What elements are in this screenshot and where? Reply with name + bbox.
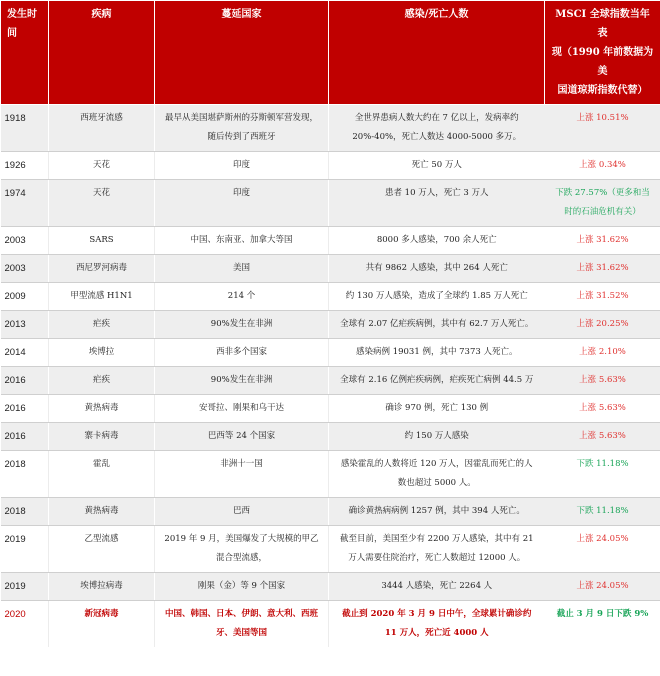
cell-disease: 新冠病毒 [49,601,155,648]
table-row [1,395,660,423]
cell-year: 2019 [1,526,49,573]
cell-disease: 埃博拉 [49,339,155,367]
header-msci-line2: 现（1990 年前数据为美 [551,47,654,77]
table-row [1,255,660,283]
table-row-highlight [1,601,660,648]
cell-cases: 3444 人感染，死亡 2264 人 [329,573,545,601]
table-row [1,423,660,451]
cell-cases: 全球有 2.16 亿例疟疾病例，疟疾死亡病例 44.5 万 [329,367,545,395]
table-body [1,105,660,648]
cell-disease: 寨卡病毒 [49,423,155,451]
cell-spread: 巴西 [155,498,329,526]
cell-cases: 8000 多人感染，700 余人死亡 [329,227,545,255]
cell-cases: 约 130 万人感染，造成了全球约 1.85 万人死亡 [329,283,545,311]
cell-cases: 截至目前，美国至少有 2200 万人感染，其中有 21 万人需要住院治疗，死亡人数超过 12000 人。 [329,526,545,573]
table-row [1,526,660,573]
cell-year: 2014 [1,339,49,367]
cell-cases: 约 150 万人感染 [329,423,545,451]
cell-spread: 西非多个国家 [155,339,329,367]
header-disease: 疾病 [49,1,155,105]
header-msci-line1: MSCI 全球指数当年表 [555,9,650,39]
cell-disease: 疟疾 [49,367,155,395]
cell-msci: 上涨 2.10% [545,339,660,367]
header-spread: 蔓延国家 [155,1,329,105]
cell-msci: 上涨 31.52% [545,283,660,311]
cell-disease: 乙型流感 [49,526,155,573]
table-header-row [1,1,660,105]
table-row [1,367,660,395]
cell-spread: 最早从美国堪萨斯州的芬斯顿军营发现，随后传到了西班牙 [155,105,329,152]
cell-disease: 西尼罗河病毒 [49,255,155,283]
cell-cases: 共有 9862 人感染，其中 264 人死亡 [329,255,545,283]
cell-year: 2020 [4,609,26,620]
cell-year: 2009 [1,283,49,311]
cell-spread: 巴西等 24 个国家 [155,423,329,451]
cell-msci: 上涨 24.05% [545,573,660,601]
cell-cases: 感染病例 19031 例，其中 7373 人死亡。 [329,339,545,367]
header-time: 发生时间 [1,1,49,105]
cell-year: 1926 [1,152,49,180]
table-row [1,227,660,255]
cell-spread: 2019 年 9 月，美国爆发了大规模的甲乙混合型流感， [155,526,329,573]
cell-msci: 截止 3 月 9 日下跌 9% [556,609,649,619]
cell-spread: 90%发生在非洲 [155,311,329,339]
cell-year: 1918 [1,105,49,152]
cell-cases: 死亡 50 万人 [329,152,545,180]
cell-spread: 非洲十一国 [155,451,329,498]
cell-spread: 安哥拉、刚果和乌干达 [155,395,329,423]
cell-year: 2003 [1,227,49,255]
cell-cases: 确诊黄热病病例 1257 例，其中 394 人死亡。 [329,498,545,526]
cell-cases: 全球有 2.07 亿疟疾病例，其中有 62.7 万人死亡。 [329,311,545,339]
cell-msci: 上涨 5.63% [545,395,660,423]
cell-disease: 黄热病毒 [49,498,155,526]
table-row [1,180,660,227]
cell-disease: 天花 [49,180,155,227]
header-msci [545,1,660,105]
cell-spread: 印度 [155,152,329,180]
cell-year: 2019 [1,573,49,601]
cell-disease: 西班牙流感 [49,105,155,152]
cell-spread: 印度 [155,180,329,227]
cell-year: 2018 [1,498,49,526]
cell-cases: 全世界患病人数大约在 7 亿以上，发病率约 20%-40%，死亡人数达 4000-5000 多万。 [329,105,545,152]
cell-spread: 中国、韩国、日本、伊朗、意大利、西班牙、美国等国 [155,601,329,648]
cell-disease: 天花 [49,152,155,180]
cell-year: 1974 [1,180,49,227]
cell-disease: 黄热病毒 [49,395,155,423]
table-row [1,311,660,339]
table-row [1,105,660,152]
cell-msci: 上涨 20.25% [545,311,660,339]
cell-disease: 埃博拉病毒 [49,573,155,601]
cell-year: 2013 [1,311,49,339]
cell-msci: 上涨 10.51% [545,105,660,152]
table-row [1,573,660,601]
cell-year: 2016 [1,367,49,395]
cell-spread: 刚果（金）等 9 个国家 [155,573,329,601]
cell-cases: 患者 10 万人，死亡 3 万人 [329,180,545,227]
header-msci-line3: 国道琼斯指数代替） [557,85,648,96]
cell-msci: 下跌 11.18% [545,451,660,498]
table-row [1,451,660,498]
cell-disease: 甲型流感 H1N1 [49,283,155,311]
table-row [1,152,660,180]
cell-msci: 上涨 5.63% [545,423,660,451]
cell-disease: 疟疾 [49,311,155,339]
cell-msci: 下跌 27.57%（更多和当时的石油危机有关） [545,180,660,227]
cell-msci: 上涨 24.05% [545,526,660,573]
cell-msci: 上涨 5.63% [545,367,660,395]
cell-spread: 中国、东南亚、加拿大等国 [155,227,329,255]
cell-cases: 确诊 970 例，死亡 130 例 [329,395,545,423]
cell-year: 2003 [1,255,49,283]
cell-year: 2018 [1,451,49,498]
cell-spread: 90%发生在非洲 [155,367,329,395]
table-row [1,339,660,367]
cell-cases: 感染霍乱的人数将近 120 万人，因霍乱而死亡的人数也超过 5000 人。 [329,451,545,498]
cell-msci: 上涨 0.34% [545,152,660,180]
cell-msci: 上涨 31.62% [545,227,660,255]
header-cases: 感染/死亡人数 [329,1,545,105]
cell-msci: 上涨 31.62% [545,255,660,283]
cell-disease: 霍乱 [49,451,155,498]
cell-cases: 截止到 2020 年 3 月 9 日中午，全球累计确诊约 11 万人，死亡近 4000 人 [329,601,545,648]
cell-msci: 下跌 11.18% [545,498,660,526]
cell-year: 2016 [1,395,49,423]
table-row [1,498,660,526]
cell-disease: SARS [49,227,155,255]
cell-spread: 美国 [155,255,329,283]
table-row [1,283,660,311]
cell-spread: 214 个 [155,283,329,311]
cell-year: 2016 [1,423,49,451]
